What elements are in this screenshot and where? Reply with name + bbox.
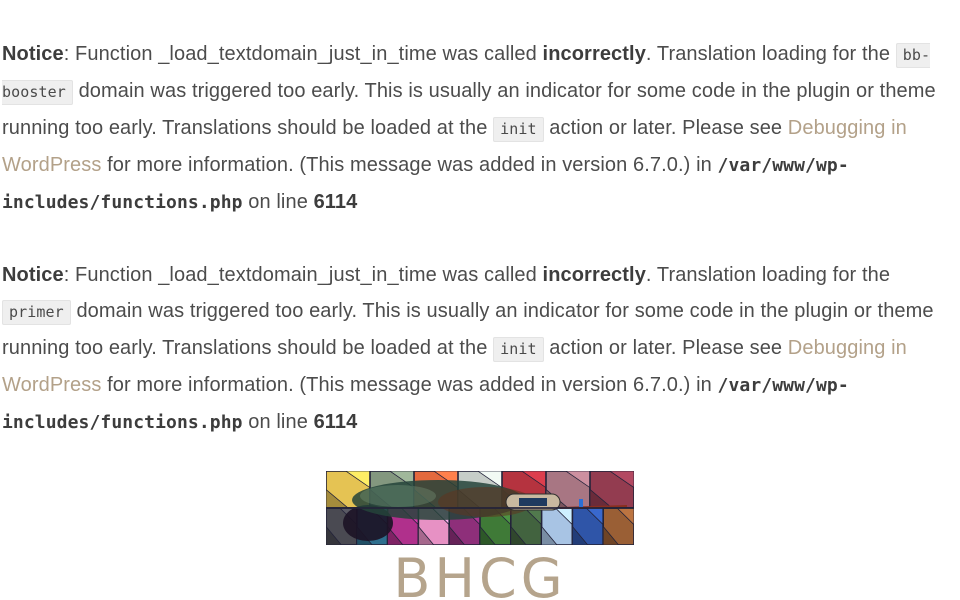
notice-text: on line xyxy=(242,191,314,213)
notice-emphasis: incorrectly xyxy=(542,264,646,286)
notice-text: : Function _load_textdomain_just_in_time was called xyxy=(63,264,543,286)
notice-text: on line xyxy=(242,411,314,433)
notice-text: domain was triggered too early. This is usually an indicator for some code in the plugin or theme running too early. Translations should be loaded at the xyxy=(2,80,936,139)
debugging-in-wordpress-link[interactable]: Debugging in WordPress xyxy=(2,117,907,176)
domain-code: primer xyxy=(2,300,71,325)
php-notices xyxy=(0,36,960,441)
header-image xyxy=(326,471,634,545)
notice-text: . Translation loading for the xyxy=(645,264,891,286)
notice-text: action or later. Please see xyxy=(543,117,788,139)
php-notice-bb-booster xyxy=(2,36,954,221)
debugging-in-wordpress-link[interactable]: Debugging in WordPress xyxy=(2,337,907,396)
notice-label: Notice xyxy=(2,43,64,65)
notice-text: . Translation loading for the xyxy=(645,43,896,65)
init-code: init xyxy=(493,117,544,142)
init-code: init xyxy=(493,337,544,362)
notice-text: for more information. (This message was added in version 6.7.0.) in xyxy=(101,154,718,176)
line-number: 6114 xyxy=(313,191,358,213)
file-path: /var/www/wp-includes/functions.php xyxy=(2,155,849,213)
notice-text: : Function _load_textdomain_just_in_time was called xyxy=(63,43,543,65)
page xyxy=(0,36,960,600)
site-title xyxy=(0,547,960,600)
line-number: 6114 xyxy=(313,411,358,433)
header-image-svg xyxy=(326,471,634,545)
notice-label: Notice xyxy=(2,264,64,286)
notice-text: for more information. (This message was added in version 6.7.0.) in xyxy=(101,374,718,396)
notice-emphasis: incorrectly xyxy=(542,43,646,65)
notice-text: action or later. Please see xyxy=(543,337,788,359)
site-title-link[interactable]: BHCG xyxy=(393,547,567,600)
php-notice-primer xyxy=(2,257,954,441)
site-header xyxy=(0,471,960,600)
notice-text: domain was triggered too early. This is usually an indicator for some code in the plugin or theme running too early. Translations should be loaded at the xyxy=(2,300,934,359)
file-path: /var/www/wp-includes/functions.php xyxy=(2,375,849,433)
domain-code: bb-booster xyxy=(2,43,930,105)
